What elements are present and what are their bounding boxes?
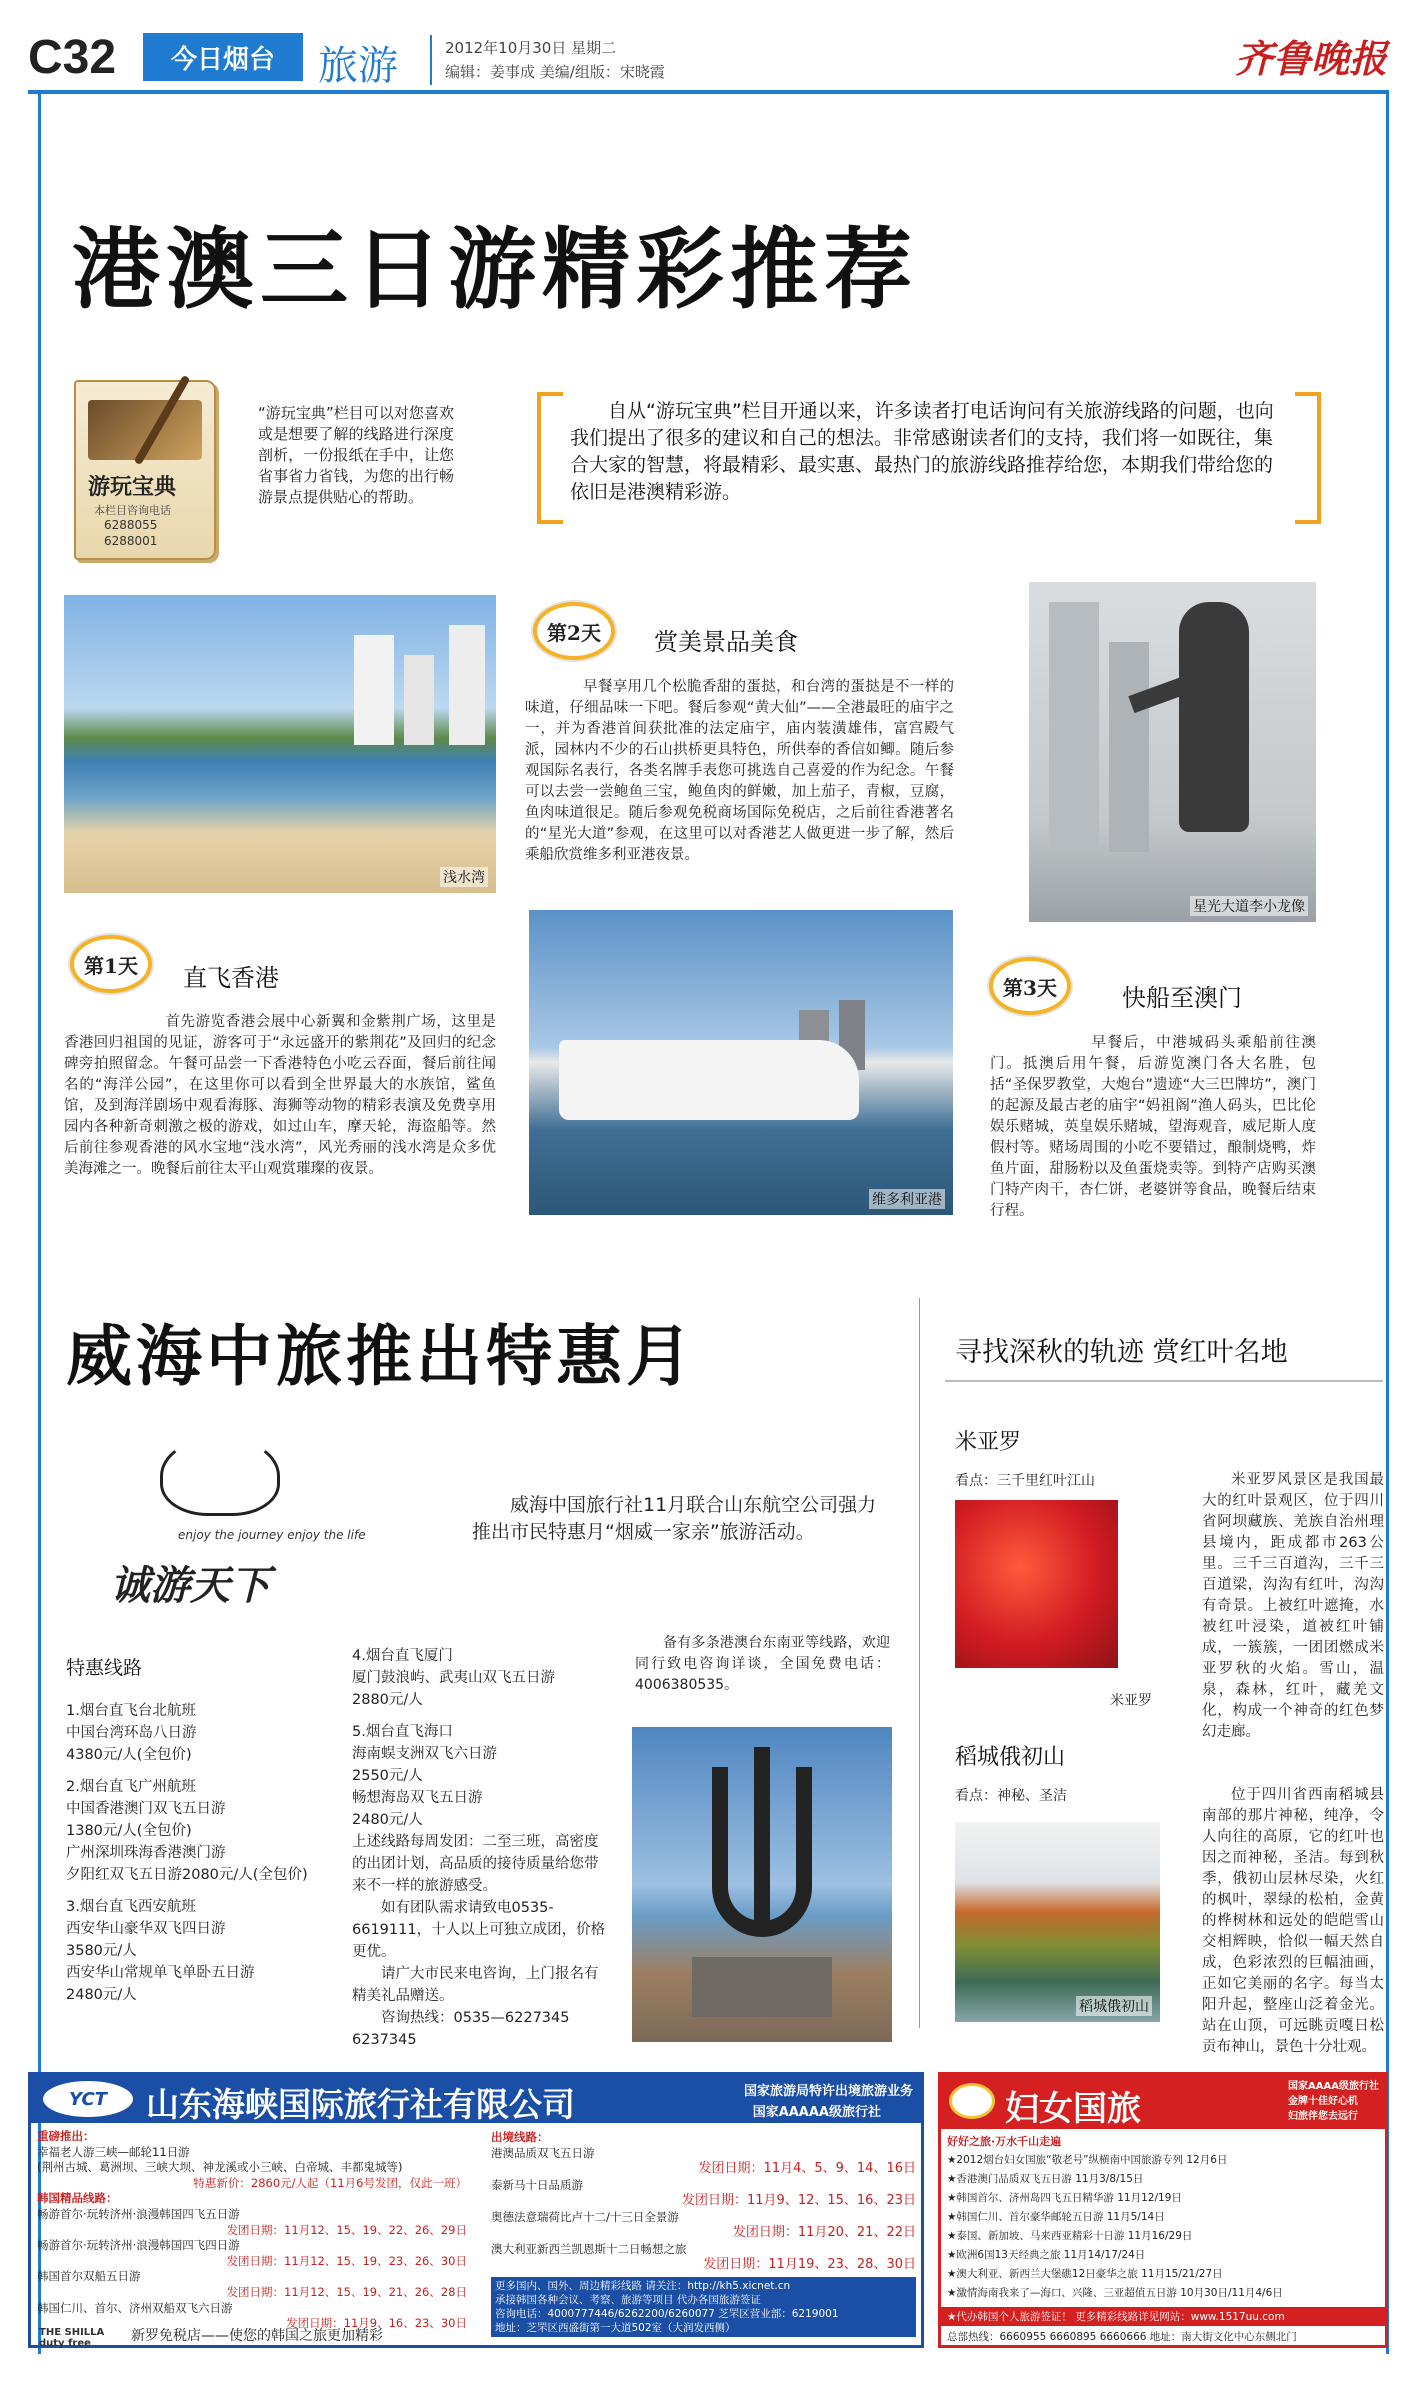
runner-icon [160, 1436, 280, 1516]
women-travel-lines [947, 2151, 1383, 2303]
ad-line: 发团日期：11月12、15、19、21、26、28日 [226, 2284, 467, 2299]
lines-title: 特惠线路 [66, 1657, 143, 1679]
line-heading: 4.烟台直飞厦门 [352, 1648, 453, 1664]
line-item: 6237345 [352, 2032, 417, 2048]
line-item: 中国台湾环岛八日游 [66, 1725, 197, 1741]
agency-badge-1: 国家旅游局特许出境旅游业务 [743, 2084, 913, 2099]
ad-line: 发团日期：11月9、12、15、16、23日 [682, 2193, 916, 2208]
line-group [66, 1700, 336, 1766]
women-travel-badges [1288, 2079, 1379, 2124]
miyaluo-heading: 米亚罗 [955, 1430, 1022, 1455]
line-group [66, 1896, 336, 2006]
column-note: “游玩宝典”栏目可以对您喜欢或是想要了解的线路进行深度剖析，一份报纸在手中，让您省事省力省钱，为您的出行畅游景点提供贴心的帮助。 [258, 404, 454, 506]
daocheng-heading: 稻城俄初山 [955, 1745, 1066, 1770]
day2-title: 赏美景品美食 [654, 628, 798, 656]
miyaluo-look: 看点：三千里红叶江山 [955, 1473, 1095, 1489]
bracket-left [537, 392, 563, 524]
photo-miyaluo [955, 1500, 1118, 1668]
ad-women-travel [938, 2072, 1388, 2348]
photo-caption: 星光大道李小龙像 [1190, 896, 1308, 916]
ad-line: ★香港澳门品质双飞五日游 11月3/8/15日 [947, 2173, 1144, 2185]
ad-line: 新罗免税店——使您的韩国之旅更加精彩 [131, 2328, 383, 2344]
ad-line: 畅游首尔·玩转济州·浪漫韩国四飞五日游 [37, 2206, 240, 2221]
agency-logo: YCT [43, 2081, 133, 2117]
photo-caption: 浅水湾 [440, 867, 488, 887]
ad-line: ★韩国首尔、济州岛四飞五日精华游 11月12/19日 [947, 2192, 1182, 2204]
intro-paragraph: 自从“游玩宝典”栏目开通以来，许多读者打电话询问有关旅游线路的问题，也向我们提出了很多的建议和自己的想法。非常感谢读者们的支持，我们将一如既往，集合大家的智慧，将最精彩、最实惠、最热门的旅游线路推荐给您，本期我们带给您的依旧是港澳精彩游。 [570, 400, 1274, 503]
day2-text: 早餐享用几个松脆香甜的蛋挞，和台湾的蛋挞是不一样的味道，仔细品味一下吧。餐后参观“黄大仙”——全港最旺的庙宇之一，并为香港首间获批准的法定庙宇，庙内装潢雄伟，富宫殿气派，园林内不少的石山拱桥更具特色，所供奉的香信如鲫。随后参观国际名表行，各类名牌手表您可挑选自己喜爱的作为纪念。午餐可以去尝一尝鲍鱼三宝，鲍鱼肉的鲜嫩，加上茄子，青椒，豆腐，鱼肉味道很足。随后参观免税商场国际免税店，之后前往香港著名的“星光大道”参观，在这里可以对香港艺人做更进一步了解，然后乘船欣赏维多利亚港夜景。 [525, 679, 954, 863]
section-tag: 今日烟台 [143, 33, 303, 81]
ad1-left-column [37, 2129, 467, 2332]
photo-repulse-bay [64, 595, 496, 893]
line-item: 如有团队需求请致电0535-6619111，十人以上可独立成团，价格更优。 [352, 1900, 606, 1960]
line-item: 广州深圳珠海香港澳门游 [66, 1845, 226, 1861]
line-group [66, 1776, 336, 1886]
women-travel-slogan: 好好之旅·万水千山走遍 [947, 2135, 1062, 2148]
ad-line: ★2012烟台妇女国旅“敬老号”纵横南中国旅游专列 12月6日 [947, 2154, 1228, 2166]
ad-line: 澳大利亚新西兰凯恩斯十二日畅想之旅 [491, 2242, 687, 2256]
ad-line: 承接韩国各种会议、考察、旅游等项目 代办各国旅游签证 [495, 2294, 761, 2306]
ad-line: 特惠新价：2860元/人起（11月6号发团，仅此一班） [193, 2175, 467, 2190]
ad-line: ★激情海南我来了—海口、兴隆、三亚超值五日游 10月30日/11月4/6日 [947, 2287, 1283, 2299]
autumn-title: 寻找深秋的轨迹 赏红叶名地 [955, 1337, 1288, 1368]
ad-line: (荆州古城、葛洲坝、三峡大坝、神龙溪或小三峡、白帝城、丰都鬼城等) [37, 2160, 403, 2175]
ad-line: 韩国精品线路： [37, 2191, 118, 2206]
weihai-note: 备有多条港澳台东南亚等线路，欢迎同行致电咨询详谈，全国免费电话：4006380535。 [635, 1635, 890, 1693]
photo-anchor-sculpture [632, 1727, 892, 2042]
ad-line: 发团日期：11月9、16、23、30日 [286, 2316, 467, 2331]
ad1-contact-box [491, 2277, 916, 2337]
badge-line: 国家AAAA级旅行社 [1288, 2081, 1379, 2092]
line-item: 1380元/人(全包价) [66, 1823, 192, 1839]
badge-subtitle: 本栏目咨询电话 [94, 504, 171, 517]
agency-name: 山东海峡国际旅行社有限公司 [146, 2085, 575, 2124]
ad-shandong-haixia [28, 2072, 924, 2348]
badge-phone-1: 6288055 [104, 518, 158, 532]
line-item: 夕阳红双飞五日游2080元/人(全包价) [66, 1867, 308, 1883]
header-divider [430, 35, 432, 85]
line-item: 2550元/人 [352, 1768, 423, 1784]
agency-badge-2: 国家AAAAA级旅行社 [752, 2105, 881, 2120]
ad-line: 更多国内、国外、周边精彩线路 请关注：http://kh5.xicnet.cn [495, 2280, 791, 2292]
line-item: 2480元/人 [66, 1987, 137, 2003]
ad-line: 发团日期：11月12、15、19、23、26、30日 [226, 2253, 467, 2268]
column-divider [919, 1298, 920, 2028]
ad-line: 韩国仁川、首尔、济州双船双飞六日游 [37, 2300, 233, 2315]
badge-line: 金牌十佳好心机 [1288, 2096, 1359, 2107]
line-heading: 1.烟台直飞台北航班 [66, 1703, 196, 1719]
day1-text: 首先游览香港会展中心新翼和金紫荆广场，这里是香港回归祖国的见证，游客可于“永远盛开的紫荆花”及回归的纪念碑旁拍照留念。午餐可品尝一下香港特色小吃云吞面，餐后前往闻名的“海洋公园”，在这里你可以看到全世界最大的水族馆，鲨鱼馆，及到海洋剧场中观看海豚、海狮等动物的精彩表演及免费享用园内各种新奇刺激之极的游戏，如过山车，摩天轮，海盗船等。然后前往参观香港的风水宝地“浅水湾”，风光秀丽的浅水湾是众多优美海滩之一。晚餐后前往太平山观赏璀璨的夜景。 [64, 1014, 496, 1177]
ad-line: 畅游首尔·玩转济州·浪漫韩国四飞四日游 [37, 2238, 240, 2253]
weihai-title: 威海中旅推出特惠月 [66, 1318, 696, 1395]
ad-line: 地址：芝罘区西盛街第一大道502室（大润发西侧） [495, 2322, 736, 2334]
photo-daocheng [955, 1822, 1160, 2022]
badge-title: 游玩宝典 [88, 475, 177, 500]
ad-line: 发团日期：11月20、21、22日 [732, 2225, 916, 2240]
section-name: 旅游 [318, 43, 398, 89]
line-item: 中国香港澳门双飞五日游 [66, 1801, 226, 1817]
weihai-logo [100, 1436, 380, 1609]
line-item: 海南蜈支洲双飞六日游 [352, 1746, 497, 1762]
daocheng-text: 位于四川省西南稻城县南部的那片神秘，纯净，令人向往的高原，它的红叶也因之而神秘，圣洁。每到秋季，俄初山层林尽染，火红的枫叶，翠绿的松柏，金黄的桦树林和远处的皑皑雪山交相辉映，恰似一幅天然自成，色彩浓烈的巨幅油画，正如它美丽的名字。每当太阳升起，整座山泛着金光。站在山顶，可远眺贡嘎日松贡布神山，景色十分壮观。 [1202, 1787, 1384, 2055]
line-heading: 2.烟台直飞广州航班 [66, 1779, 196, 1795]
photo-caption: 稻城俄初山 [1076, 1996, 1152, 2016]
day1-badge: 第1天 [70, 935, 152, 993]
line-item: 西安华山常规单飞单卧五日游 [66, 1965, 255, 1981]
ad-line: 发团日期：11月19、23、28、30日 [703, 2257, 916, 2272]
badge-line: 妇旅伴您去远行 [1288, 2111, 1359, 2122]
logo-slogan-en: enjoy the journey enjoy the life [178, 1528, 366, 1542]
ad-line: 出境线路： [491, 2130, 549, 2144]
day3-text: 早餐后，中港城码头乘船前往澳门。抵澳后用午餐，后游览澳门各大名胜，包括“圣保罗教堂，大炮台”遗迹“大三巴牌坊”，澳门的起源及最古老的庙宇“妈祖阁”渔人码头，巴比伦娱乐赌城，英皇娱乐赌城，望海观音，威尼斯人度假村等。赌场周围的小吃不要错过，酿制烧鸭，炸鱼片面，甜肠粉以及鱼蛋烧卖等。到特产店购买澳门特产肉干，杏仁饼，老婆饼等食品，晚餐后结束行程。 [990, 1035, 1316, 1219]
line-item: 西安华山豪华双飞四日游 [66, 1921, 226, 1937]
editor-credits: 编辑：姜事成 美编/组版：宋晓霞 [445, 63, 665, 81]
line-group [352, 1721, 612, 2051]
line-item: 畅想海岛双飞五日游 [352, 1790, 483, 1806]
ad-line: 奥德法意瑞荷比卢十二/十三日全景游 [491, 2210, 679, 2224]
feature-title: 港澳三日游精彩推荐 [72, 218, 919, 321]
ad-line: ★泰国、新加坡、马来西亚精彩十日游 11月16/29日 [947, 2230, 1193, 2242]
autumn-rule [945, 1380, 1383, 1382]
ad-line: 咨询电话：4000777446/6262200/6260077 芝罘区营业部：6219001 [495, 2308, 839, 2320]
photo-victoria-harbour [529, 910, 953, 1215]
miyaluo-text: 米亚罗风景区是我国最大的红叶景观区，位于四川省阿坝藏族、羌族自治州理县境内，距成都市263公里。三千三百道沟，三千三百道梁，沟沟有红叶，沟沟有奇景。上被红叶遮掩，水被红叶浸染，道被红叶铺成，一簇簇，一团团燃成米亚罗秋的火焰。雪山，温泉，森林，红叶，藏羌文化，构成一个神奇的红色梦幻走廊。 [1202, 1472, 1384, 1740]
ad-line: 泰新马十日品质游 [491, 2178, 583, 2192]
page-number: C32 [28, 31, 117, 84]
line-item: 咨询热线：0535—6227345 [381, 2010, 570, 2026]
women-travel-contact: 总部热线：6660955 6660895 6660666 地址：南大街文化中心东侧北门 [947, 2331, 1297, 2343]
ad-line: 港澳品质双飞五日游 [491, 2146, 595, 2160]
line-item: 2480元/人 [352, 1812, 423, 1828]
women-travel-name: 妇女国旅 [1005, 2089, 1141, 2129]
badge-book [74, 370, 224, 560]
ad-line: 重磅推出： [37, 2129, 95, 2143]
line-item: 厦门鼓浪屿、武夷山双飞五日游 [352, 1670, 555, 1686]
daocheng-look: 看点：神秘、圣洁 [955, 1788, 1067, 1804]
issue-date: 2012年10月30日 星期二 [445, 39, 617, 57]
ad-line: ★欧洲6国13天经典之旅 11月14/17/24日 [947, 2249, 1146, 2261]
line-heading: 3.烟台直飞西安航班 [66, 1899, 196, 1915]
photo-caption: 米亚罗 [1110, 1693, 1152, 1709]
header-meta [445, 36, 665, 84]
ad-line: ★澳大利亚、新西兰大堡礁12日豪华之旅 11月15/21/27日 [947, 2268, 1223, 2280]
day1-title: 直飞香港 [183, 964, 279, 992]
logo-brand-cn: 诚游天下 [110, 1562, 270, 1609]
line-group [352, 1645, 612, 1711]
photo-bruce-lee-statue [1029, 582, 1316, 922]
photo-caption: 维多利亚港 [869, 1189, 945, 1209]
day3-title: 快船至澳门 [1122, 984, 1242, 1012]
day3-badge: 第3天 [989, 957, 1071, 1015]
bracket-right [1295, 392, 1321, 524]
ad-line: 发团日期：11月12、15、19、22、26、29日 [226, 2222, 467, 2237]
lines-column-1 [66, 1700, 336, 2006]
women-travel-logo-icon [949, 2083, 995, 2119]
ad1-right-column [491, 2129, 916, 2337]
women-travel-footer: ★代办韩国个人旅游签证！ 更多精彩线路详见网站：www.1517uu.com [941, 2307, 1385, 2326]
line-item: 上述线路每周发团：二至三班，高密度的出团计划，高品质的接待质量给您带来不一样的旅游感受。 [352, 1834, 599, 1894]
shilla-logo: THE SHILLA duty free [39, 2327, 105, 2349]
line-item: 2880元/人 [352, 1692, 423, 1708]
ad-line: 韩国首尔双船五日游 [37, 2269, 141, 2284]
ad-line: 幸福老人游三峡—邮轮11日游 [37, 2144, 190, 2159]
line-item: 3580元/人 [66, 1943, 137, 1959]
line-item: 请广大市民来电咨询，上门报名有精美礼品赠送。 [352, 1966, 599, 2004]
day2-badge: 第2天 [533, 602, 615, 660]
weihai-intro: 威海中国旅行社11月联合山东航空公司强力推出市民特惠月“烟威一家亲”旅游活动。 [472, 1494, 877, 1543]
badge-phone-2: 6288001 [104, 534, 158, 548]
line-item: 4380元/人(全包价) [66, 1747, 192, 1763]
newspaper-logo: 齐鲁晚报 [1234, 36, 1387, 81]
ad-line: 发团日期：11月4、5、9、14、16日 [698, 2161, 916, 2176]
ad-line: ★韩国仁川、首尔豪华邮轮五日游 11月5/14日 [947, 2211, 1165, 2223]
line-heading: 5.烟台直飞海口 [352, 1724, 453, 1740]
lines-column-2 [352, 1645, 612, 2051]
